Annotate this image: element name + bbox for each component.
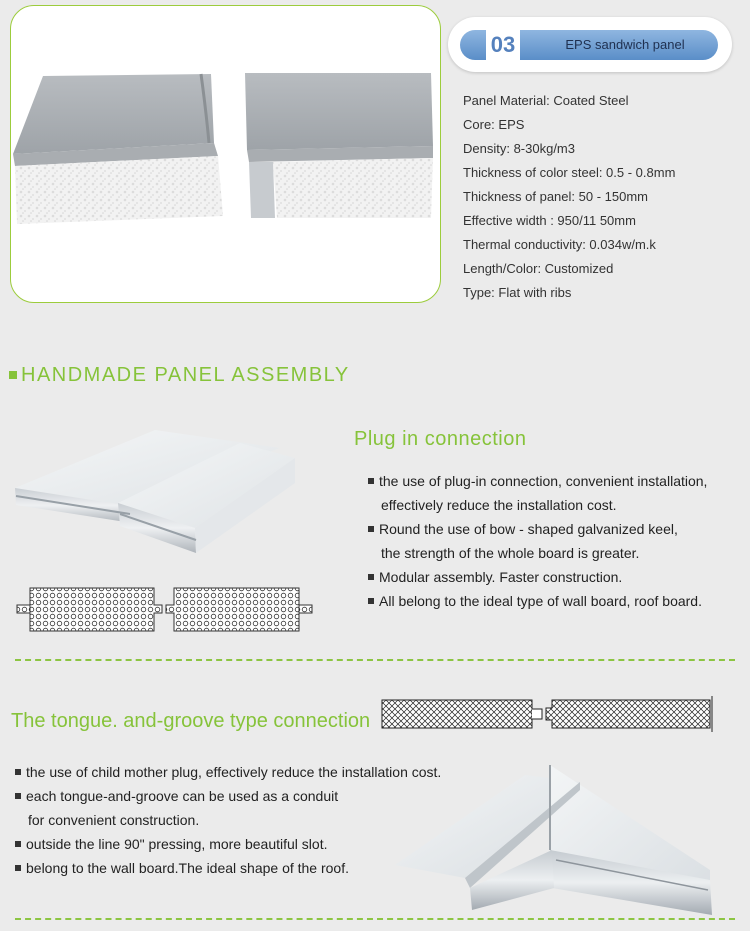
spec-steel-thickness: Thickness of color steel: 0.5 - 0.8mm: [463, 165, 676, 180]
list-item: outside the line 90" pressing, more beautiful slot.: [15, 832, 441, 856]
list-item: Modular assembly. Faster construction.: [368, 565, 707, 589]
list-item: each tongue-and-groove can be used as a conduit: [15, 784, 441, 808]
spec-length-color: Length/Color: Customized: [463, 261, 614, 276]
list-item: the use of plug-in connection, convenient installation,: [368, 469, 707, 493]
section-heading-text: HANDMADE PANEL ASSEMBLY: [21, 364, 350, 386]
dashed-divider: [15, 659, 735, 661]
spec-thermal-conductivity: Thermal conductivity: 0.034w/m.k: [463, 237, 656, 252]
tongue-groove-panels-photo: [390, 760, 720, 920]
spec-density: Density: 8-30kg/m3: [463, 141, 575, 156]
spec-panel-thickness: Thickness of panel: 50 - 150mm: [463, 189, 648, 204]
list-item: All belong to the ideal type of wall board, roof board.: [368, 589, 707, 613]
list-item: belong to the wall board.The ideal shape of the roof.: [15, 856, 441, 880]
eps-panel-photo: [11, 6, 441, 303]
plug-in-title: Plug in connection: [354, 428, 527, 450]
square-bullet-icon: [368, 526, 374, 532]
plug-in-bullet-list: [368, 469, 707, 613]
tongue-groove-title: The tongue. and-groove type connection: [11, 710, 371, 732]
product-photo-card: [10, 5, 441, 303]
product-badge: [448, 17, 732, 72]
spec-effective-width: Effective width : 950/11 50mm: [463, 213, 636, 228]
spec-material: Panel Material: Coated Steel: [463, 93, 629, 108]
tongue-groove-bullet-list: [15, 760, 441, 880]
list-item: the use of child mother plug, effectively reduce the installation cost.: [15, 760, 441, 784]
square-bullet-icon: [15, 793, 21, 799]
plug-cross-section-diagram: [14, 585, 316, 635]
square-bullet-icon: [368, 598, 374, 604]
section-heading: [9, 364, 350, 387]
badge-number: 03: [486, 21, 520, 68]
list-item: for convenient construction.: [28, 812, 200, 828]
badge-title: EPS sandwich panel: [565, 37, 685, 52]
dashed-divider: [15, 918, 735, 920]
square-bullet-icon: [9, 371, 17, 379]
square-bullet-icon: [15, 841, 21, 847]
list-item: the strength of the whole board is greater.: [381, 545, 640, 561]
spec-type: Type: Flat with ribs: [463, 285, 572, 300]
spec-core: Core: EPS: [463, 117, 525, 132]
square-bullet-icon: [15, 865, 21, 871]
square-bullet-icon: [368, 574, 374, 580]
tongue-groove-cross-section-diagram: [380, 694, 715, 734]
square-bullet-icon: [368, 478, 374, 484]
square-bullet-icon: [15, 769, 21, 775]
spec-list: [463, 89, 675, 305]
plug-panels-photo: [10, 428, 300, 558]
list-item: effectively reduce the installation cost.: [381, 497, 617, 513]
list-item: Round the use of bow - shaped galvanized keel,: [368, 517, 707, 541]
